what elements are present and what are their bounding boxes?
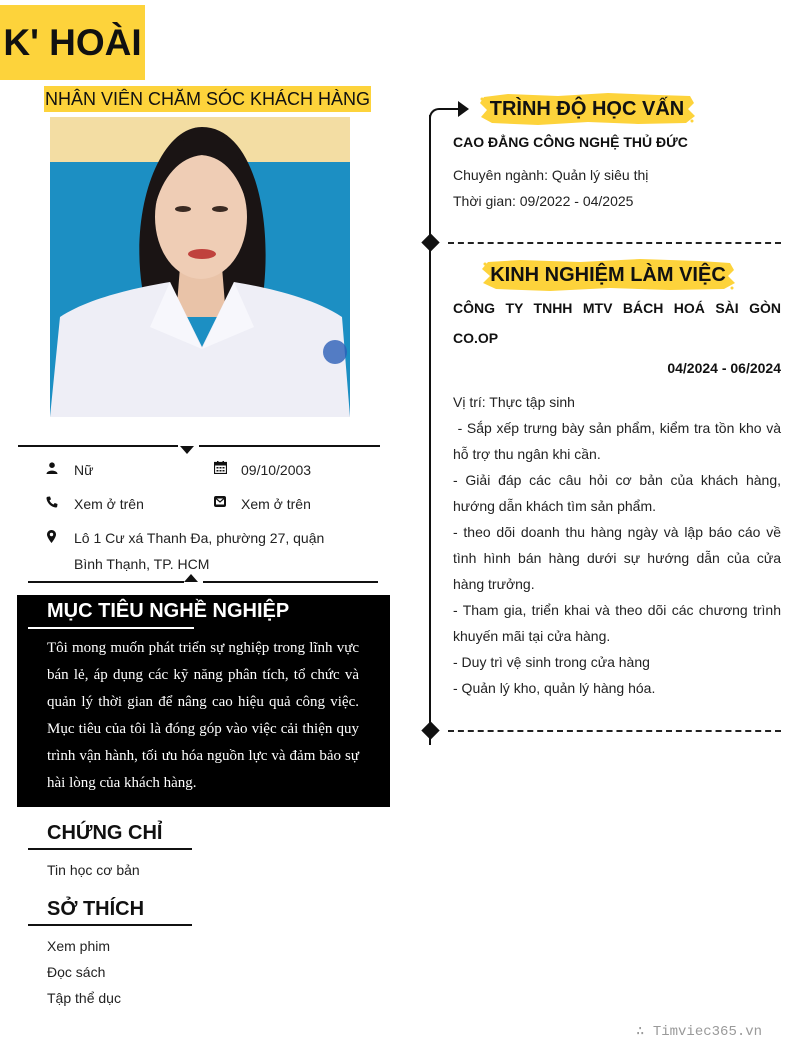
portrait-image <box>50 117 350 417</box>
hobby-item: Tập thể dục <box>47 990 121 1006</box>
certificates-underline <box>28 848 192 850</box>
duty-item: - Quản lý kho, quản lý hàng hóa. <box>453 680 656 696</box>
gender-value: Nữ <box>74 462 94 478</box>
calendar-icon <box>214 461 228 475</box>
envelope-icon <box>214 496 228 510</box>
career-objective-section <box>17 595 390 807</box>
user-icon <box>46 462 60 476</box>
timeline-arrow-line <box>440 108 460 110</box>
birthday-value: 09/10/2003 <box>241 462 312 478</box>
certificates-title: CHỨNG CHỈ <box>47 822 163 844</box>
education-school: CAO ĐẲNG CÔNG NGHỆ THỦ ĐỨC <box>453 134 688 150</box>
certificate-item: Tin học cơ bản <box>47 862 140 878</box>
duty-item: - theo dõi doanh thu hàng ngày và lập báo cáo về tình hình bán hàng dưới sự hướng dẫn của cửa hàng trưởng. <box>453 524 781 592</box>
diamond-icon <box>421 233 439 251</box>
triangle-up-icon <box>184 574 198 582</box>
address-line-2: Bình Thạnh, TP. HCM <box>74 556 210 572</box>
phone-value: Xem ở trên <box>74 496 144 512</box>
education-title: TRÌNH ĐỘ HỌC VẤN <box>489 97 685 120</box>
name-box <box>0 5 145 80</box>
timeline-corner <box>429 108 443 122</box>
hobbies-title: SỞ THÍCH <box>47 898 145 920</box>
job-title: NHÂN VIÊN CHĂM SÓC KHÁCH HÀNG <box>44 86 371 112</box>
candidate-name: K' HOÀI <box>3 21 142 63</box>
triangle-down-icon <box>180 446 194 454</box>
email-value: Xem ở trên <box>241 496 311 512</box>
experience-position: Vị trí: Thực tập sinh <box>453 394 575 410</box>
duty-item: - Sắp xếp trưng bày sản phẩm, kiểm tra tồn kho và hỗ trợ thu ngân khi cần. <box>453 420 785 462</box>
experience-company-line-1: CÔNG TY TNHH MTV BÁCH HOÁ SÀI GÒN <box>453 300 781 316</box>
education-dashed-divider <box>448 242 781 244</box>
hobby-item: Xem phim <box>47 938 111 954</box>
objective-underline <box>28 627 194 629</box>
experience-company-line-2: CO.OP <box>453 330 499 346</box>
phone-icon <box>46 496 60 510</box>
hobby-item: Đọc sách <box>47 964 106 980</box>
hobbies-underline <box>28 924 192 926</box>
duty-item: - Duy trì vệ sinh trong cửa hàng <box>453 654 650 670</box>
contact-bottom-divider-left <box>28 581 184 583</box>
watermark: ∴ Timviec365.vn <box>636 1024 763 1040</box>
objective-text: Tôi mong muốn phát triển sự nghiệp trong lĩnh vực bán lẻ, áp dụng các kỹ năng phân tích, tổ chức và quản lý thời gian để nâng cao hiệu quả công việc. Mục tiêu của tôi là đóng góp vào việc cải thiện quy trình vận hành, tối ưu hóa nguồn lực và đảm bảo sự hài lòng của khách hàng. <box>47 640 359 791</box>
timeline-line <box>429 115 431 745</box>
diamond-icon <box>421 721 439 739</box>
address-line-1: Lô 1 Cư xá Thanh Đa, phường 27, quận <box>74 530 325 546</box>
contact-top-divider-right <box>199 445 380 447</box>
contact-top-divider-left <box>18 445 178 447</box>
arrow-right-icon <box>458 101 469 117</box>
experience-heading <box>480 257 736 293</box>
objective-title: MỤC TIÊU NGHỀ NGHIỆP <box>47 600 290 622</box>
experience-title: KINH NGHIỆM LÀM VIỆC <box>490 263 726 286</box>
experience-dashed-divider <box>448 730 781 732</box>
education-period: Thời gian: 09/2022 - 04/2025 <box>453 193 634 209</box>
education-major: Chuyên ngành: Quản lý siêu thị <box>453 167 649 183</box>
map-marker-icon <box>47 530 61 544</box>
duty-item: - Tham gia, triển khai và theo dõi các chương trình khuyến mãi tại cửa hàng. <box>453 602 781 644</box>
education-heading <box>478 91 696 127</box>
duty-item: - Giải đáp các câu hỏi cơ bản của khách hàng, hướng dẫn khách tìm sản phẩm. <box>453 472 781 514</box>
experience-period: 04/2024 - 06/2024 <box>667 360 781 376</box>
contact-bottom-divider-right <box>203 581 378 583</box>
profile-photo <box>50 117 350 417</box>
experience-duties <box>453 415 785 701</box>
